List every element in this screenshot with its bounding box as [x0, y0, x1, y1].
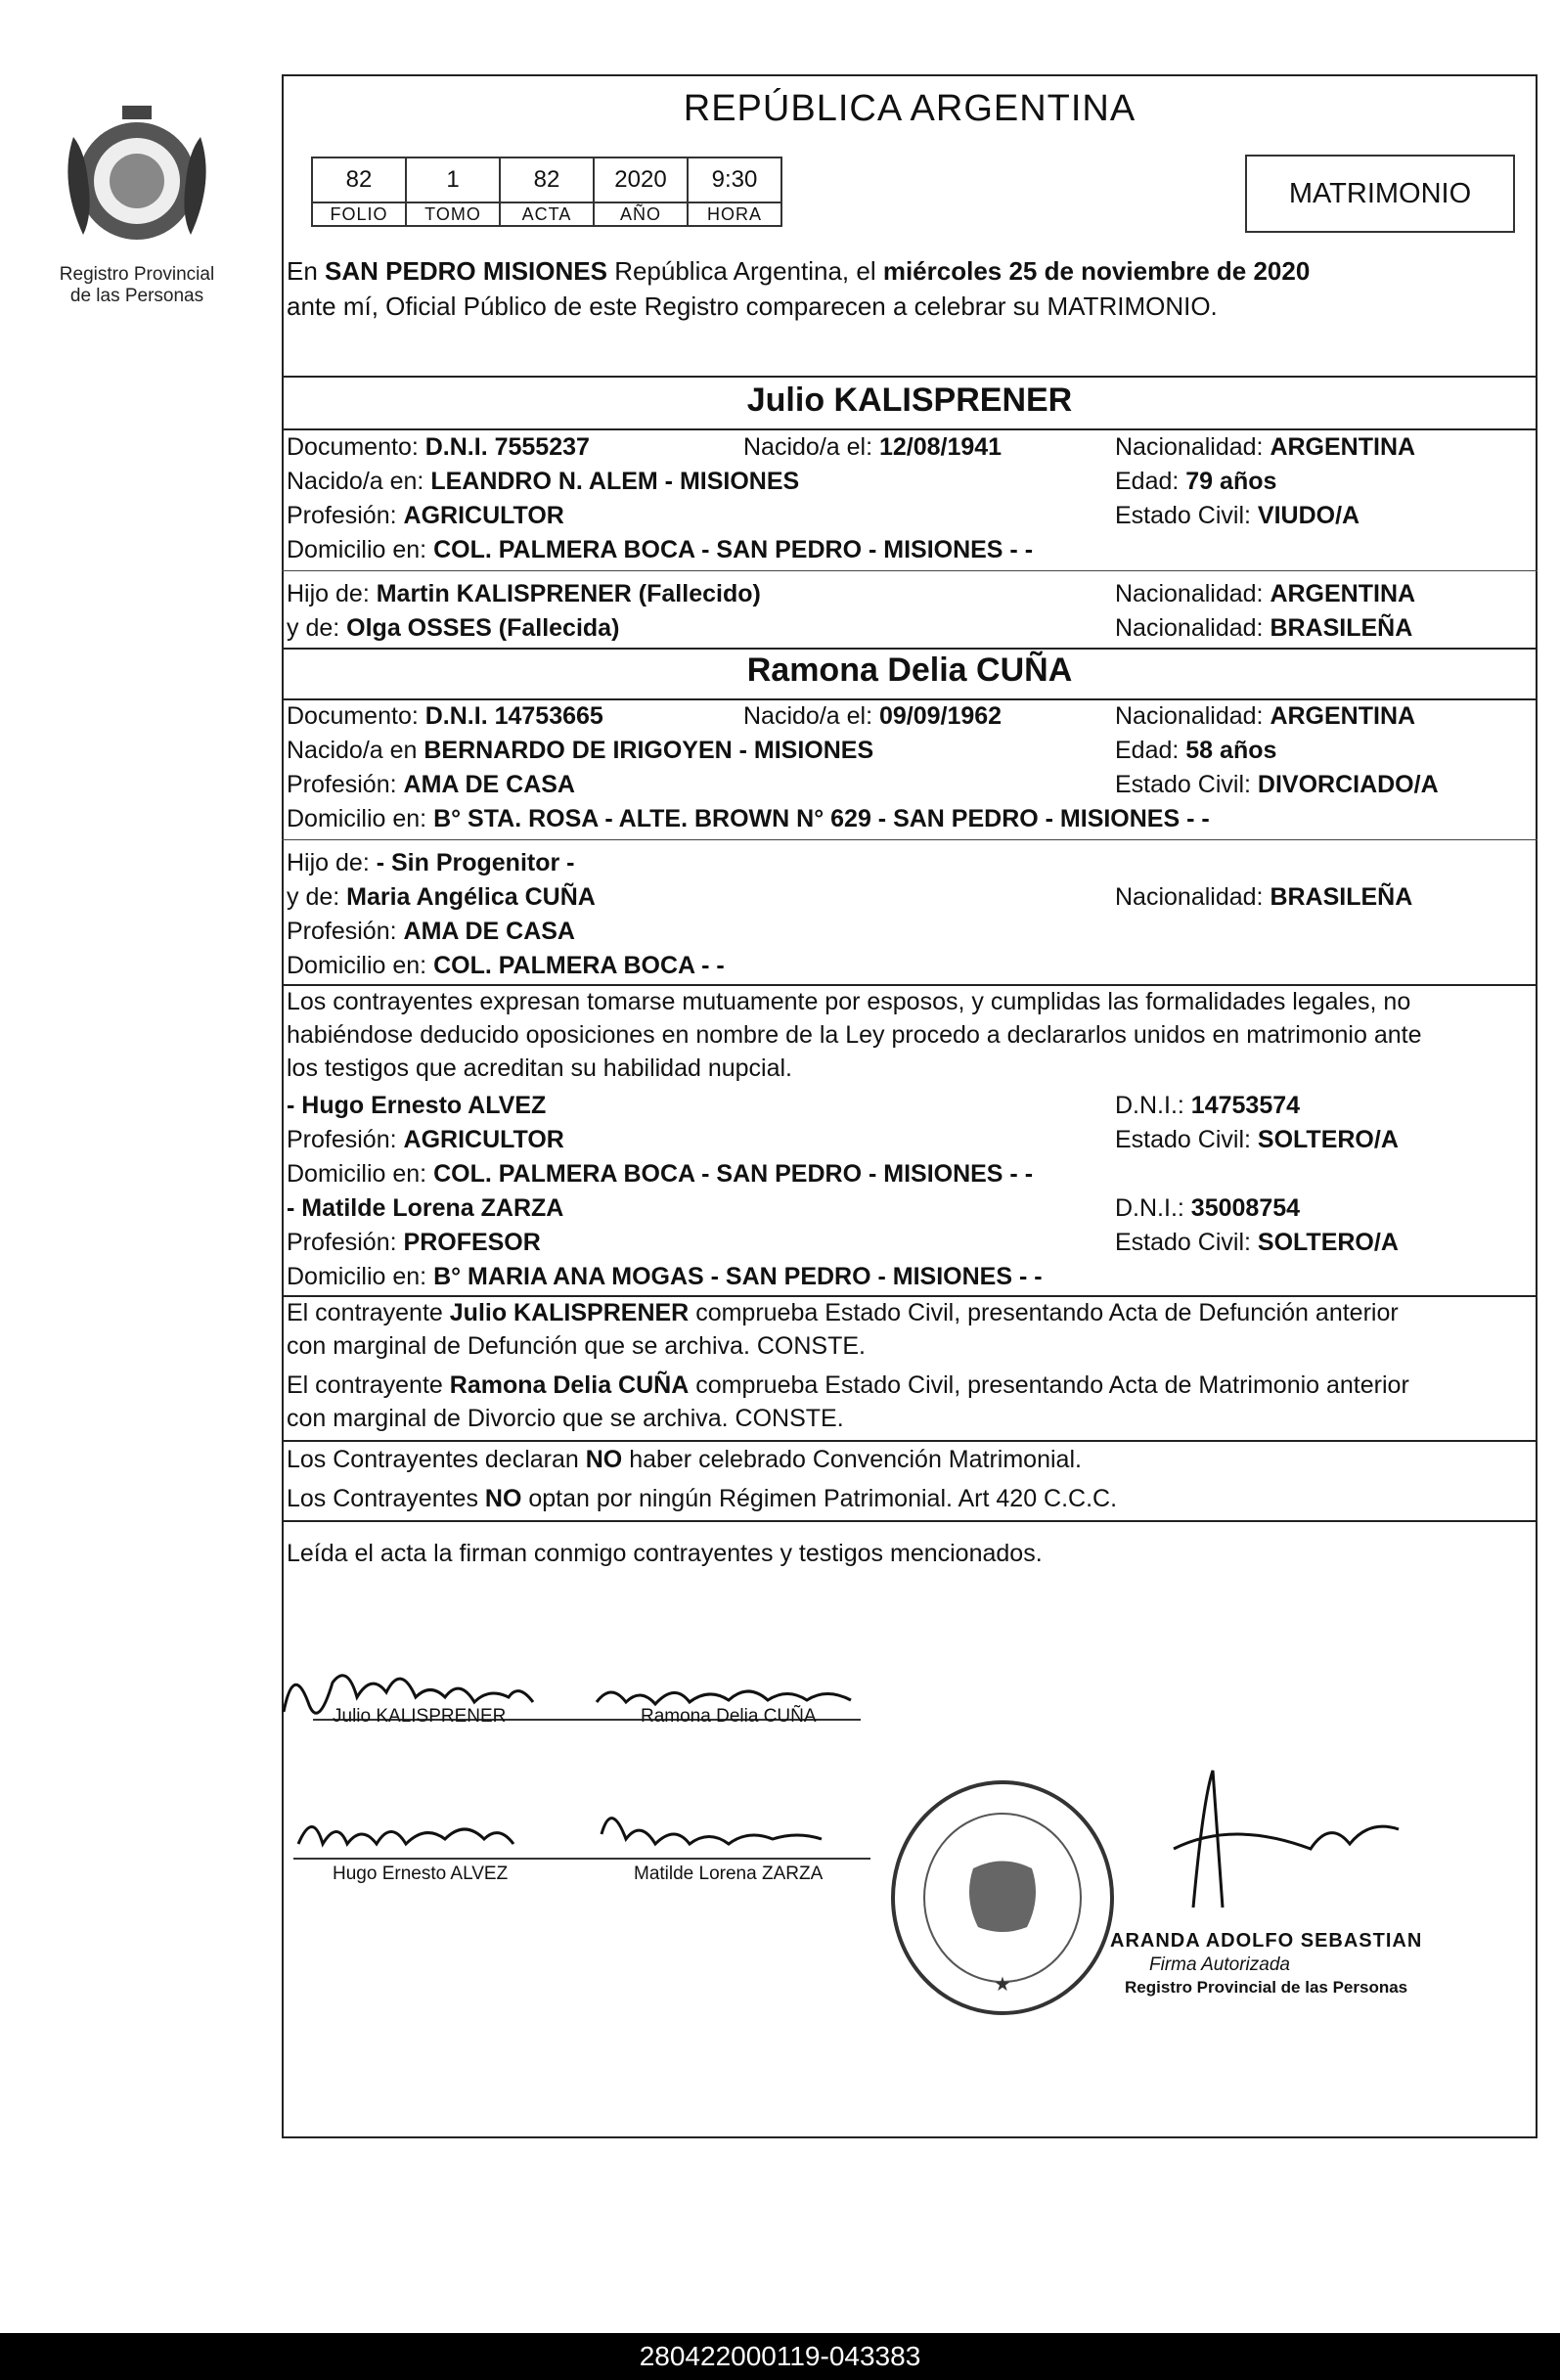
bride-mother: y de: Maria Angélica CUÑA [287, 883, 596, 911]
divider [282, 984, 1538, 986]
bride-born: Nacido/a el: 09/09/1962 [743, 702, 1003, 730]
tomo-value: 1 [406, 157, 500, 202]
note-2-line-1: El contrayente Ramona Delia CUÑA comprueba Estado Civil, presentando Acta de Matrimonio anterior [287, 1371, 1409, 1399]
bride-father: Hijo de: - Sin Progenitor - [287, 849, 575, 876]
divider [282, 376, 1538, 378]
groom-nationality: Nacionalidad: ARGENTINA [1115, 433, 1416, 461]
divider [282, 1295, 1538, 1297]
witness-1-signature-label: Hugo Ernesto ALVEZ [333, 1864, 509, 1884]
spouses-handwritten-signatures [274, 1643, 900, 1751]
declaration-line-3: los testigos que acreditan su habilidad nupcial. [287, 1055, 793, 1082]
logo-caption-2: de las Personas [69, 286, 204, 306]
groom-birthplace: Nacido/a en: LEANDRO N. ALEM - MISIONES [287, 468, 800, 495]
record-type-box: MATRIMONIO [1245, 155, 1515, 233]
registry-round-stamp [885, 1775, 1120, 2020]
folio-label: FOLIO [312, 202, 406, 226]
bride-mother-nationality: Nacionalidad: BRASILEÑA [1115, 883, 1413, 911]
intro-date: miércoles 25 de noviembre de 2020 [882, 256, 1311, 286]
divider [282, 1520, 1538, 1522]
tomo-label: TOMO [406, 202, 500, 226]
groom-born: Nacido/a el: 12/08/1941 [743, 433, 1003, 461]
groom-father: Hijo de: Martin KALISPRENER (Fallecido) [287, 580, 761, 607]
acta-header-table [311, 157, 782, 227]
bride-mother-address: Domicilio en: COL. PALMERA BOCA - - [287, 952, 725, 979]
svg-text:★: ★ [994, 1974, 1011, 1996]
witness-2-dni: D.N.I.: 35008754 [1115, 1194, 1301, 1222]
groom-age: Edad: 79 años [1115, 468, 1277, 495]
bride-doc: Documento: D.N.I. 14753665 [287, 702, 603, 730]
intro-place: SAN PEDRO MISIONES [325, 256, 607, 286]
witness-2-signature-label: Matilde Lorena ZARZA [634, 1864, 824, 1884]
bride-address: Domicilio en: B° STA. ROSA - ALTE. BROWN N° 629 - SAN PEDRO - MISIONES - - [287, 805, 1210, 832]
divider [282, 570, 1538, 571]
registry-logo [39, 98, 235, 342]
witness-1-name: - Hugo Ernesto ALVEZ [287, 1092, 547, 1119]
witness-2-civil-status: Estado Civil: SOLTERO/A [1115, 1229, 1399, 1256]
anio-label: AÑO [594, 202, 688, 226]
acta-label: ACTA [500, 202, 594, 226]
witness-1-address: Domicilio en: COL. PALMERA BOCA - SAN PEDRO - MISIONES - - [287, 1160, 1034, 1188]
divider [282, 698, 1538, 700]
witness-2-profession: Profesión: PROFESOR [287, 1229, 541, 1256]
intro-line-1: En SAN PEDRO MISIONES República Argentina, el miércoles 25 de noviembre de 2020 [287, 256, 1311, 286]
closing-statement: Leída el acta la firman conmigo contrayentes y testigos mencionados. [287, 1540, 1043, 1567]
document-number-bar: 280422000119-043383 [0, 2333, 1560, 2380]
note-2-line-2: con marginal de Divorcio que se archiva. CONSTE. [287, 1405, 844, 1432]
province-seal-icon [54, 98, 220, 264]
bride-birthplace: Nacido/a en BERNARDO DE IRIGOYEN - MISIONES [287, 737, 874, 764]
witness-1-dni: D.N.I.: 14753574 [1115, 1092, 1301, 1119]
note-4: Los Contrayentes NO optan por ningún Régimen Patrimonial. Art 420 C.C.C. [287, 1485, 1118, 1512]
divider [282, 648, 1538, 650]
bride-profession: Profesión: AMA DE CASA [287, 771, 575, 798]
bride-signature-label: Ramona Delia CUÑA [641, 1706, 817, 1727]
divider [282, 428, 1538, 430]
bride-civil-status: Estado Civil: DIVORCIADO/A [1115, 771, 1439, 798]
groom-civil-status: Estado Civil: VIUDO/A [1115, 502, 1360, 529]
declaration-line-2: habiéndose deducido oposiciones en nombre de la Ley procedo a declararlos unidos en matrimonio ante [287, 1021, 1422, 1049]
official-organization: Registro Provincial de las Personas [1125, 1978, 1408, 1997]
witness-1-profession: Profesión: AGRICULTOR [287, 1126, 564, 1153]
bride-age: Edad: 58 años [1115, 737, 1277, 764]
groom-mother-nationality: Nacionalidad: BRASILEÑA [1115, 614, 1413, 642]
intro-line-2: ante mí, Oficial Público de este Registro comparecen a celebrar su MATRIMONIO. [287, 292, 1218, 321]
anio-value: 2020 [594, 157, 688, 202]
witness-2-address: Domicilio en: B° MARIA ANA MOGAS - SAN PEDRO - MISIONES - - [287, 1263, 1043, 1290]
acta-value: 82 [500, 157, 594, 202]
official-role: Firma Autorizada [1149, 1954, 1290, 1975]
groom-profession: Profesión: AGRICULTOR [287, 502, 564, 529]
note-1-line-1: El contrayente Julio KALISPRENER comprueba Estado Civil, presentando Acta de Defunción anterior [287, 1299, 1399, 1326]
groom-doc: Documento: D.N.I. 7555237 [287, 433, 590, 461]
groom-address: Domicilio en: COL. PALMERA BOCA - SAN PEDRO - MISIONES - - [287, 536, 1034, 563]
groom-mother: y de: Olga OSSES (Fallecida) [287, 614, 620, 642]
page-title: REPÚBLICA ARGENTINA [683, 88, 1137, 129]
witness-2-name: - Matilde Lorena ZARZA [287, 1194, 564, 1222]
note-3: Los Contrayentes declaran NO haber celebrado Convención Matrimonial. [287, 1446, 1082, 1473]
groom-name-heading: Julio KALISPRENER [746, 382, 1073, 419]
official-name: ARANDA ADOLFO SEBASTIAN [1110, 1930, 1423, 1952]
groom-signature-label: Julio KALISPRENER [333, 1706, 507, 1727]
hora-value: 9:30 [688, 157, 781, 202]
hora-label: HORA [688, 202, 781, 226]
bride-nationality: Nacionalidad: ARGENTINA [1115, 702, 1416, 730]
divider [282, 1440, 1538, 1442]
declaration-line-1: Los contrayentes expresan tomarse mutuamente por esposos, y cumplidas las formalidades legales, no [287, 988, 1411, 1015]
groom-father-nationality: Nacionalidad: ARGENTINA [1115, 580, 1416, 607]
bride-name-heading: Ramona Delia CUÑA [746, 651, 1073, 689]
divider [282, 839, 1538, 840]
folio-value: 82 [312, 157, 406, 202]
note-1-line-2: con marginal de Defunción que se archiva. CONSTE. [287, 1332, 866, 1360]
witness-1-civil-status: Estado Civil: SOLTERO/A [1115, 1126, 1399, 1153]
bride-mother-profession: Profesión: AMA DE CASA [287, 918, 575, 945]
logo-caption-1: Registro Provincial [59, 264, 215, 285]
official-handwritten-signature [1115, 1761, 1428, 1917]
